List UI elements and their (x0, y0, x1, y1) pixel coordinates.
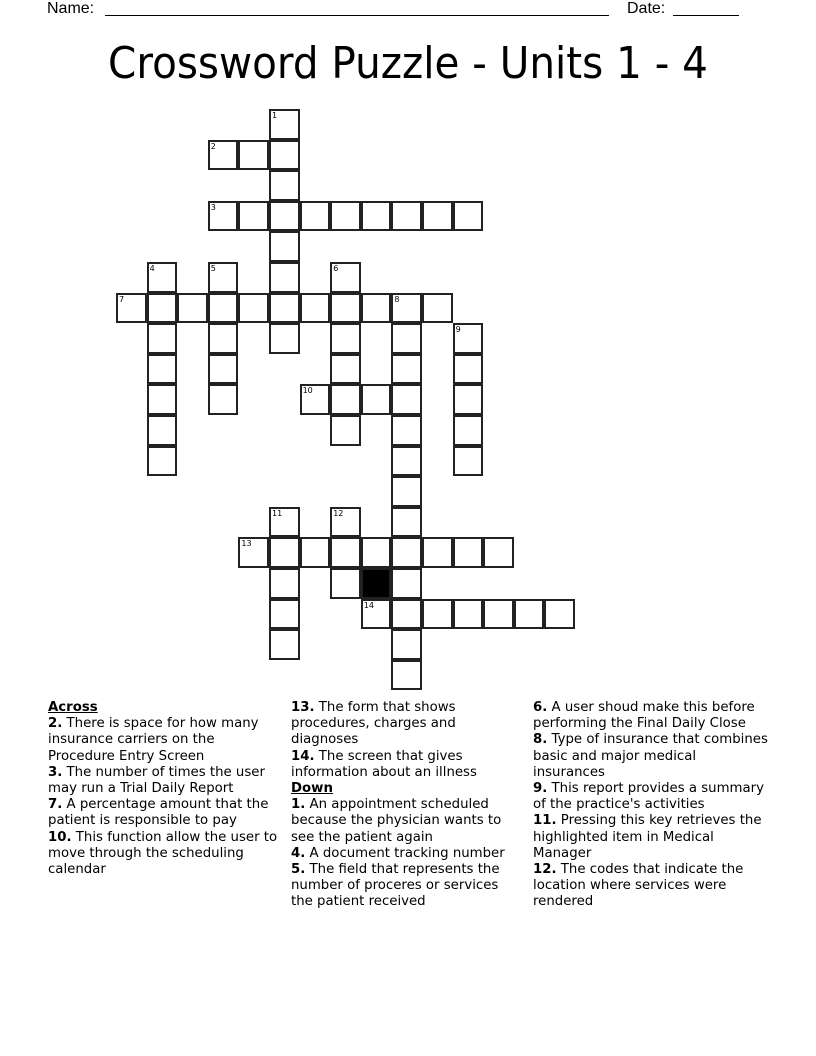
grid-cell[interactable] (208, 262, 239, 293)
clue-down-1 (291, 797, 523, 846)
grid-cell[interactable] (147, 384, 178, 415)
clue-number: 7. (48, 797, 63, 813)
grid-cell[interactable] (483, 599, 514, 630)
grid-cell[interactable] (300, 201, 331, 232)
clue-down-6 (533, 700, 769, 732)
grid-cell[interactable] (391, 476, 422, 507)
crossword-grid (117, 110, 577, 692)
clue-number-label: 8 (394, 294, 400, 304)
clue-number-label: 1 (272, 111, 278, 120)
clue-text: The field that represents the number of proceres or services the patient received (291, 862, 500, 910)
black-cell (361, 568, 392, 599)
clue-number-label: 3 (210, 202, 216, 212)
clue-text: The screen that gives information about an illness (291, 748, 477, 780)
grid-cell[interactable] (453, 354, 484, 385)
grid-cell[interactable] (147, 415, 178, 446)
grid-cell[interactable] (453, 201, 484, 232)
grid-cell[interactable] (330, 507, 361, 538)
clue-text: The number of times the user may run a Trial Daily Report (48, 764, 265, 797)
clue-across-3 (48, 765, 280, 797)
clue-number: 8. (533, 732, 548, 748)
name-label: Name: (47, 0, 95, 17)
clue-number: 1. (291, 797, 306, 813)
clue-across-2 (48, 716, 280, 765)
grid-cell[interactable] (391, 660, 422, 691)
grid-cell[interactable] (391, 201, 422, 232)
clue-text: A document tracking number (309, 845, 505, 861)
grid-cell[interactable] (391, 599, 422, 630)
clue-text: A user shoud make this before performing the Final Daily Close (533, 700, 755, 732)
clue-text: The form that shows procedures, charges and diagnoses (291, 700, 456, 748)
clue-number-label: 5 (210, 264, 216, 273)
across-heading: Across (48, 700, 98, 715)
grid-cell[interactable] (330, 323, 361, 354)
grid-cell[interactable] (116, 293, 147, 324)
grid-cell[interactable] (422, 201, 453, 232)
clue-across-7 (48, 797, 280, 829)
grid-cell[interactable] (208, 384, 239, 415)
grid-cell[interactable] (361, 599, 392, 630)
grid-cell[interactable] (269, 507, 300, 538)
clue-number: 4. (291, 845, 306, 861)
grid-cell[interactable] (453, 384, 484, 415)
grid-cell[interactable] (391, 354, 422, 385)
clue-number: 9. (533, 781, 548, 797)
grid-cell[interactable] (177, 293, 208, 324)
grid-cell[interactable] (208, 323, 239, 354)
name-blank-field[interactable] (105, 0, 609, 16)
grid-cell[interactable] (514, 599, 545, 630)
grid-cell[interactable] (391, 568, 422, 599)
grid-cell[interactable] (208, 354, 239, 385)
grid-cell[interactable] (147, 354, 178, 385)
clue-text: The codes that indicate the location where services were rendered (533, 862, 744, 910)
grid-cell[interactable] (391, 415, 422, 446)
grid-cell[interactable] (208, 140, 239, 171)
grid-cell[interactable] (361, 537, 392, 568)
clue-number-label: 13 (241, 539, 252, 549)
clue-text: Pressing this key retrieves the highlighted item in Medical Manager (533, 813, 762, 861)
clue-text: Type of insurance that combines basic and major medical insurances (533, 732, 768, 780)
name-date-line (47, 0, 747, 20)
clue-text: This report provides a summary of the practice's activities (533, 781, 764, 813)
grid-cell[interactable] (269, 537, 300, 568)
clue-number: 10. (48, 829, 72, 845)
grid-cell[interactable] (330, 201, 361, 232)
grid-cell[interactable] (238, 140, 269, 171)
grid-cell[interactable] (544, 599, 575, 630)
clue-across-13 (291, 700, 523, 749)
clue-number: 13. (291, 700, 315, 715)
grid-cell[interactable] (300, 293, 331, 324)
grid-cell[interactable] (330, 354, 361, 385)
grid-cell[interactable] (453, 323, 484, 354)
grid-cell[interactable] (422, 293, 453, 324)
grid-cell[interactable] (330, 293, 361, 324)
grid-cell[interactable] (483, 537, 514, 568)
page-title: Crossword Puzzle - Units 1 - 4 (108, 38, 708, 89)
grid-cell[interactable] (391, 293, 422, 324)
grid-cell[interactable] (269, 140, 300, 171)
clue-number: 2. (48, 716, 63, 732)
grid-cell[interactable] (453, 599, 484, 630)
grid-cell[interactable] (330, 568, 361, 599)
clues-column-2 (291, 700, 523, 911)
grid-cell[interactable] (453, 537, 484, 568)
grid-cell[interactable] (269, 109, 300, 140)
clue-down-9 (533, 781, 769, 813)
grid-cell[interactable] (361, 201, 392, 232)
clue-number: 3. (48, 764, 63, 780)
clue-number: 6. (533, 700, 548, 715)
clue-across-14 (291, 749, 523, 781)
clue-text: This function allow the user to move through the scheduling calendar (48, 829, 278, 878)
clue-number-label: 12 (333, 508, 344, 518)
grid-cell[interactable] (269, 568, 300, 599)
grid-cell[interactable] (330, 415, 361, 446)
clue-number-label: 2 (210, 141, 216, 151)
date-blank-field[interactable] (673, 0, 739, 16)
clue-number-label: 11 (272, 508, 283, 518)
grid-cell[interactable] (269, 201, 300, 232)
grid-cell[interactable] (269, 629, 300, 660)
grid-cell[interactable] (391, 537, 422, 568)
grid-cell[interactable] (269, 293, 300, 324)
clue-number: 11. (533, 813, 557, 829)
grid-cell[interactable] (208, 201, 239, 232)
grid-cell[interactable] (453, 415, 484, 446)
grid-cell[interactable] (208, 293, 239, 324)
grid-cell[interactable] (330, 384, 361, 415)
clue-text: There is space for how many insurance carriers on the Procedure Entry Screen (48, 716, 259, 764)
grid-cell[interactable] (238, 293, 269, 324)
grid-cell[interactable] (422, 599, 453, 630)
clue-down-5 (291, 862, 523, 911)
grid-cell[interactable] (391, 629, 422, 660)
clue-number: 5. (291, 862, 306, 878)
down-heading: Down (291, 781, 333, 797)
clue-number: 12. (533, 862, 557, 878)
clue-down-4 (291, 846, 523, 862)
grid-cell[interactable] (269, 262, 300, 293)
date-label: Date: (627, 0, 666, 17)
grid-cell[interactable] (269, 323, 300, 354)
grid-cell[interactable] (269, 599, 300, 630)
grid-cell[interactable] (391, 384, 422, 415)
grid-cell[interactable] (330, 537, 361, 568)
grid-cell[interactable] (147, 323, 178, 354)
grid-cell[interactable] (147, 293, 178, 324)
grid-cell[interactable] (238, 537, 269, 568)
clue-number-label: 10 (302, 386, 313, 396)
grid-cell[interactable] (300, 384, 331, 415)
clue-across-10 (48, 830, 280, 879)
grid-cell[interactable] (147, 262, 178, 293)
clues-column-1 (48, 700, 280, 878)
clue-text: An appointment scheduled because the physician wants to see the patient again (291, 797, 502, 845)
grid-cell[interactable] (147, 446, 178, 477)
clue-text: A percentage amount that the patient is responsible to pay (48, 797, 269, 829)
grid-cell[interactable] (391, 446, 422, 477)
clue-number-label: 14 (363, 600, 374, 610)
clue-number: 14. (291, 748, 315, 764)
grid-cell[interactable] (422, 537, 453, 568)
clue-number-label: 9 (455, 325, 461, 335)
grid-cell[interactable] (238, 201, 269, 232)
clue-down-8 (533, 732, 769, 781)
clue-number-label: 7 (119, 294, 125, 304)
grid-cell[interactable] (300, 537, 331, 568)
clue-number-label: 6 (333, 264, 339, 273)
grid-cell[interactable] (269, 231, 300, 262)
grid-cell[interactable] (330, 262, 361, 293)
grid-cell[interactable] (269, 170, 300, 201)
clue-number-label: 4 (149, 264, 155, 273)
grid-cell[interactable] (361, 384, 392, 415)
grid-cell[interactable] (361, 293, 392, 324)
grid-cell[interactable] (453, 446, 484, 477)
clues-column-3 (533, 700, 769, 911)
clue-down-11 (533, 813, 769, 862)
grid-cell[interactable] (391, 507, 422, 538)
clue-down-12 (533, 862, 769, 911)
grid-cell[interactable] (391, 323, 422, 354)
